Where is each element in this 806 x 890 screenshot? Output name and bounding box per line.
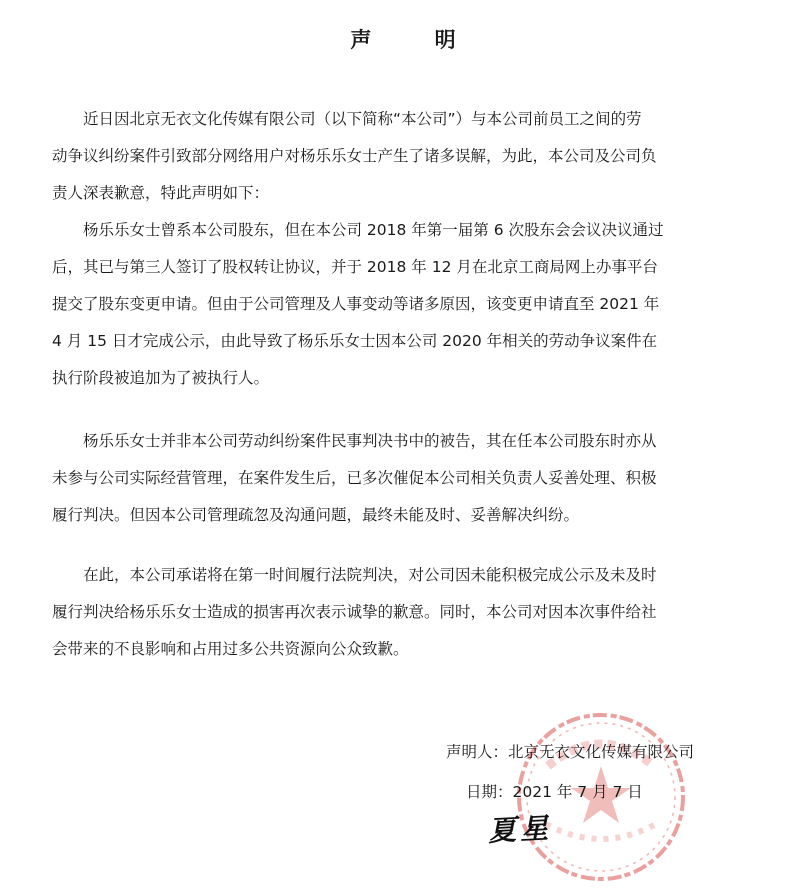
paragraph-not-defendant — [52, 423, 732, 534]
paragraph-commitment — [52, 557, 732, 668]
paragraph-shareholder — [52, 212, 732, 397]
paragraph-line: 执行阶段被追加为了被执行人。 — [52, 369, 270, 387]
paragraph-line: 履行判决。但因本公司管理疏忽及沟通问题，最终未能及时、妥善解决纠纷。 — [52, 506, 580, 524]
handwritten-signature: 夏星 — [487, 811, 553, 848]
paragraph-line: 后，其已与第三人签订了股权转让协议，并于 2018 年 12 月在北京工商局网上办事平台 — [52, 258, 658, 276]
paragraph-line: 4 月 15 日才完成公示，由此导致了杨乐乐女士因本公司 2020 年相关的劳动争议案件在 — [52, 332, 658, 350]
paragraph-line: 近日因北京无衣文化传媒有限公司（以下简称“本公司”）与本公司前员工之间的劳 — [83, 110, 642, 128]
paragraph-line: 动争议纠纷案件引致部分网络用户对杨乐乐女士产生了诸多误解，为此，本公司及公司负 — [52, 147, 657, 165]
document-title: 声 明 — [350, 28, 484, 52]
paragraph-line: 未参与公司实际经营管理，在案件发生后，已多次催促本公司相关负责人妥善处理、积极 — [52, 469, 657, 487]
paragraph-line: 会带来的不良影响和占用过多公共资源向公众致歉。 — [52, 640, 409, 658]
paragraph-line: 杨乐乐女士并非本公司劳动纠纷案件民事判决书中的被告，其在任本公司股东时亦从 — [83, 432, 657, 450]
paragraph-line: 在此，本公司承诺将在第一时间履行法院判决，对公司因未能积极完成公示及未及时 — [83, 566, 657, 584]
paragraph-line: 责人深表歉意，特此声明如下： — [52, 184, 270, 202]
paragraph-line: 杨乐乐女士曾系本公司股东，但在本公司 2018 年第一届第 6 次股东会会议决议通过 — [83, 221, 664, 239]
date-line: 日期：2021 年 7 月 7 日 — [466, 783, 643, 801]
paragraph-line: 履行判决给杨乐乐女士造成的损害再次表示诚挚的歉意。同时，本公司对因本次事件给社 — [52, 603, 657, 621]
signatory-line: 声明人：北京无衣文化传媒有限公司 — [446, 743, 695, 761]
paragraph-intro — [52, 101, 732, 212]
paragraph-line: 提交了股东变更申请。但由于公司管理及人事变动等诸多原因，该变更申请直至 2021 年 — [52, 295, 660, 313]
